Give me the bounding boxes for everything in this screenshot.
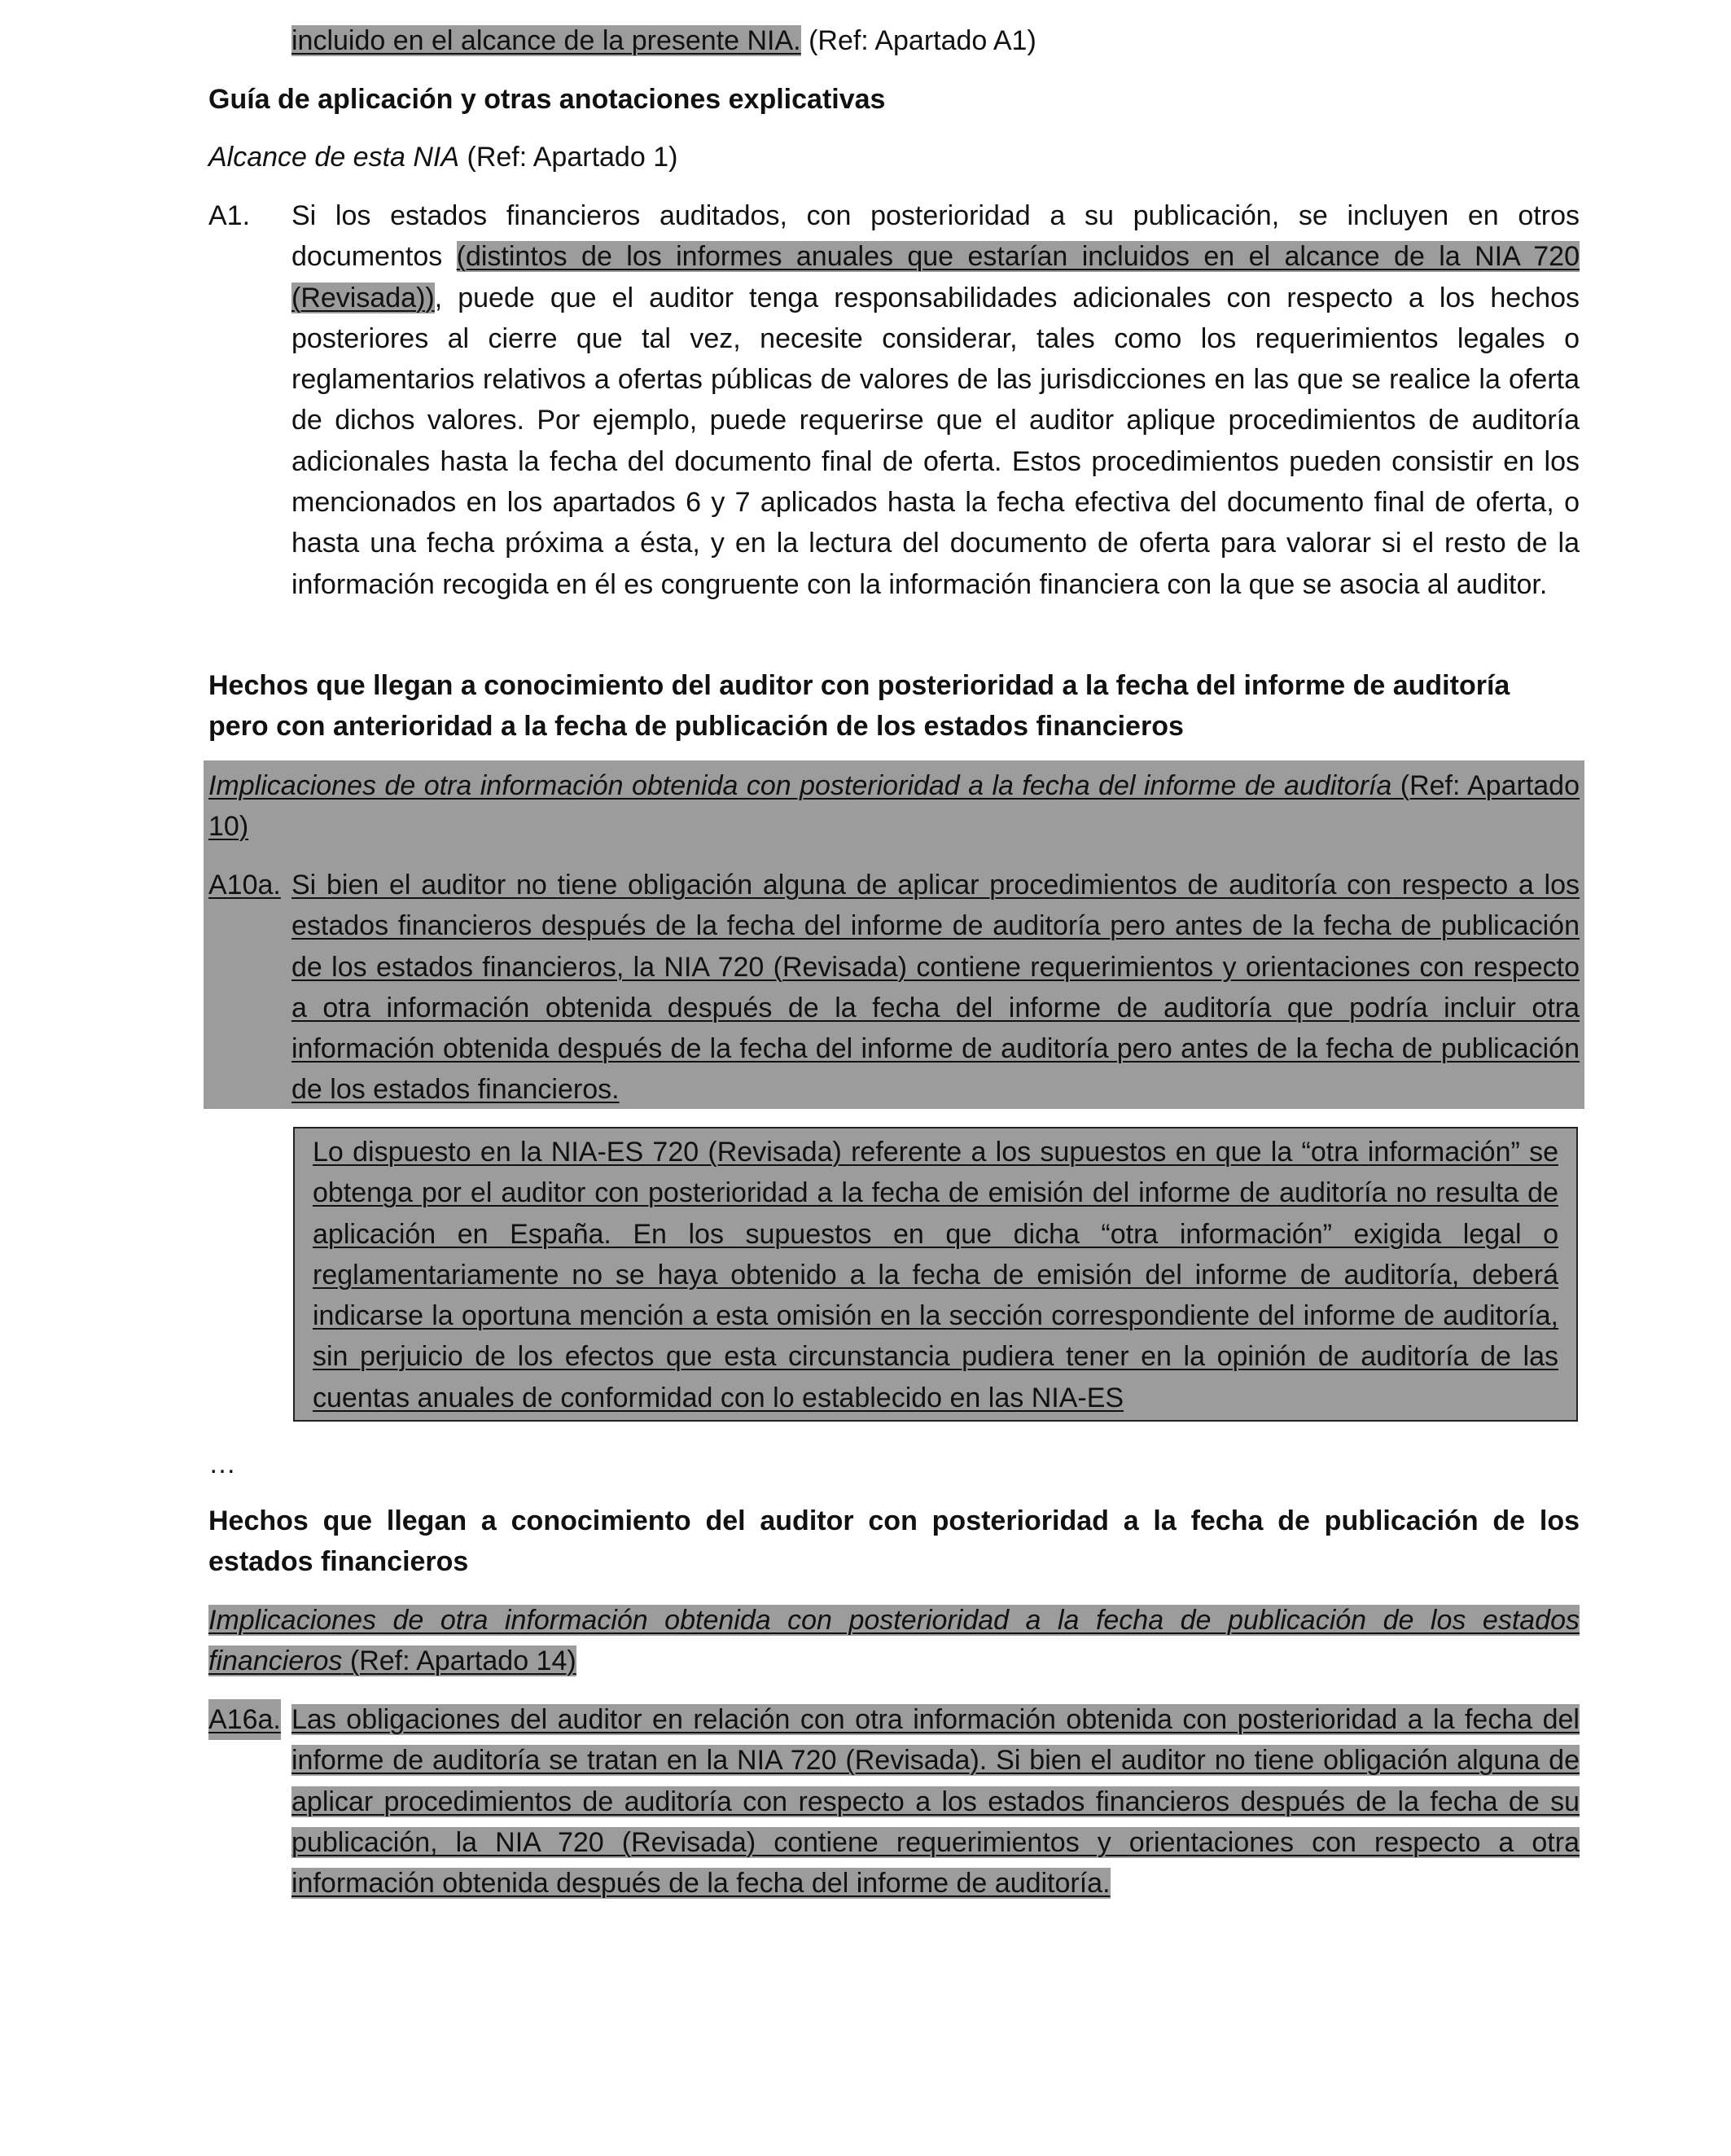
subheading-other-info-after-publication [208,1600,1580,1682]
para-a10a: Si bien el auditor no tiene obligación alguna de aplicar procedimientos de auditoría con respecto a los estados financieros después de la fecha del informe de auditoría pero antes de la fecha de publicación de los estados financieros, la NIA 720 (Revisada) contiene requerimientos y orientaciones con respecto a otra información obtenida después de la fecha del informe de auditoría que podría incluir otra información obtenida después de la fecha del informe de auditoría pero antes de la fecha de publicación de los estados financieros. [291,870,1580,1106]
top-line-ref: (Ref: Apartado A1) [800,25,1036,56]
para-a1-text-after: , puede que el auditor tenga responsabilidades adicionales con respecto a los hechos posteriores al cierre que tal vez, necesite considerar, tales como los requerimientos legales o reglamentarios relativos a ofertas públicas de valores de las jurisdicciones en las que se realice la oferta de dichos valores. Por ejemplo, puede requerirse que el auditor aplique procedimientos de auditoría adicionales hasta la fecha del documento final de oferta. Estos procedimientos pueden consistir en los mencionados en los apartados 6 y 7 aplicados hasta la fecha efectiva del documento final de oferta, o hasta una fecha próxima a ésta, y en la lectura del documento de oferta para valorar si el resto de la información recogida en él es congruente con la información financiera con la que se asocia al auditor. [291,282,1580,600]
subheading-other-info-after-report-title: Implicaciones de otra información obtenida con posterioridad a la fecha del informe de auditoría [208,770,1392,801]
section-heading-before-publication: Hechos que llegan a conocimiento del auditor con posterioridad a la fecha del informe de auditoría pero con anterioridad a la fecha de publicación de los estados financieros [208,670,1510,742]
para-a1-label: A1. [208,200,251,231]
subheading-scope [208,137,677,177]
subheading-other-info-after-report-ref: (Ref: Apartado 10) [208,770,1580,843]
para-a1-highlight: (distintos de los informes anuales que estarían incluidos en el alcance de la NIA 720 (Revisada)) [291,241,1580,313]
para-a16a-text: Las obligaciones del auditor en relación con otra información obtenida con posterioridad a la fecha del informe de auditoría se tratan en la NIA 720 (Revisada). Si bien el auditor no tiene obligación alguna de aplicar procedimientos de auditoría con respecto a los estados financieros después de la fecha de su publicación, la NIA 720 (Revisada) contiene requerimientos y orientaciones con respecto a otra información obtenida después de la fecha del informe de auditoría. [291,1704,1580,1900]
boxed-note-nia-es: Lo dispuesto en la NIA-ES 720 (Revisada) referente a los supuestos en que la “otra información” se obtenga por el auditor con posterioridad a la fecha de emisión del informe de auditoría no resulta de aplicación en España. En los supuestos en que dicha “otra información” exigida legal o reglamentariamente no se haya obtenido a la fecha de emisión del informe de auditoría, deberá indicarse la oportuna mención a esta omisión en la sección correspondiente del informe de auditoría, sin perjuicio de los efectos que esta circunstancia pudiera tener en la opinión de auditoría de las cuentas anuales de conformidad con lo establecido en las NIA-ES [293,1127,1578,1422]
para-a16a-label: A16a. [208,1699,281,1740]
subheading-other-info-after-publication-ref: (Ref: Apartado 14) [342,1645,576,1677]
subheading-other-info-after-publication-title: Implicaciones de otra información obtenida con posterioridad a la fecha de publicación de los estados financieros [208,1605,1580,1677]
para-a1 [291,195,1580,605]
subheading-scope-ref: (Ref: Apartado 1) [459,142,678,173]
para-a10a-label: A10a. [208,870,281,901]
top-line [291,20,1036,61]
ellipsis: … [208,1448,236,1479]
section-heading-guide: Guía de aplicación y otras anotaciones explicativas [208,84,886,115]
para-a1-text-before: Si los estados financieros auditados, con posterioridad a su publicación, se incluyen en otros documentos [291,200,1580,273]
para-a16a [291,1699,1580,1904]
top-line-highlight: incluido en el alcance de la presente NIA. [291,25,801,56]
subheading-scope-title: Alcance de esta NIA [208,142,460,173]
subheading-other-info-after-report [208,765,1580,848]
section-heading-after-publication: Hechos que llegan a conocimiento del auditor con posterioridad a la fecha de publicación de los estados financieros [208,1505,1580,1578]
